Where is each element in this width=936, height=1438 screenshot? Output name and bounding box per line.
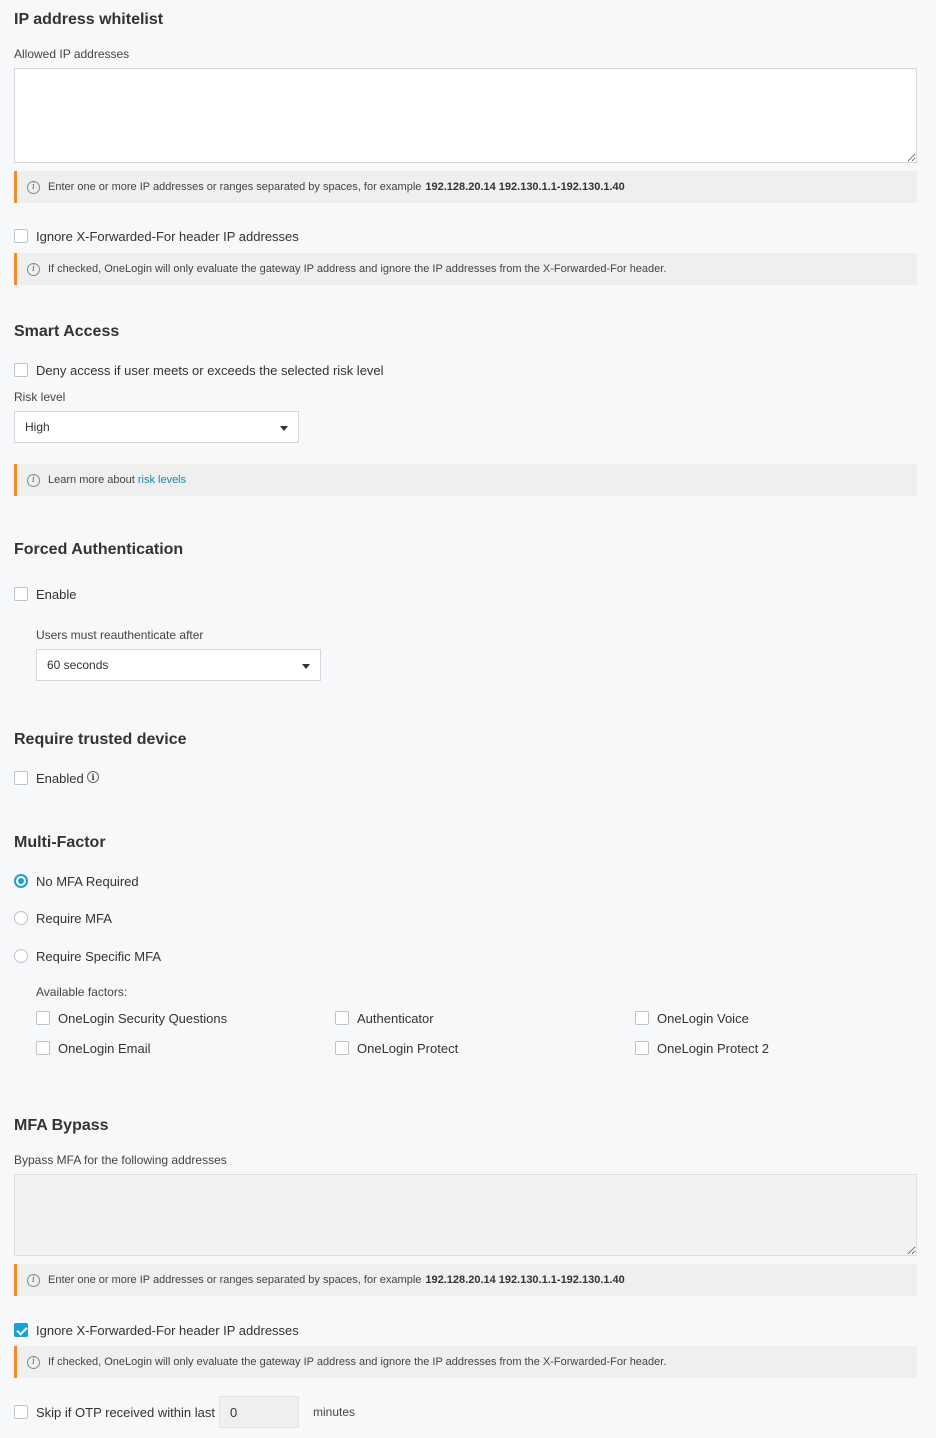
factor-checkbox-protect-2[interactable] xyxy=(635,1041,649,1055)
ignore-xff-label[interactable]: Ignore X-Forwarded-For header IP addresses xyxy=(36,229,299,244)
ip-format-note: i Enter one or more IP addresses or ranges separated by spaces, for example 192.128.20.14 192.130.1.1-192.130.1.40 xyxy=(14,171,917,203)
skip-otp-minutes-input[interactable]: 0 xyxy=(219,1396,299,1428)
info-icon: i xyxy=(27,181,40,194)
factor-label-authenticator[interactable]: Authenticator xyxy=(357,1011,434,1026)
caret-down-icon xyxy=(302,664,310,669)
trusted-device-checkbox[interactable] xyxy=(14,771,28,785)
radio-require-mfa-label[interactable]: Require MFA xyxy=(36,911,112,926)
factor-checkbox-authenticator[interactable] xyxy=(335,1011,349,1025)
deny-access-checkbox[interactable] xyxy=(14,363,28,377)
info-icon: i xyxy=(27,1274,40,1287)
mfa-title: Multi-Factor xyxy=(14,834,106,851)
minutes-unit-label: minutes xyxy=(313,1405,356,1419)
forced-auth-enable-label[interactable]: Enable xyxy=(36,587,77,602)
ignore-xff-checkbox[interactable] xyxy=(14,229,28,243)
factor-label-email[interactable]: OneLogin Email xyxy=(58,1041,151,1056)
info-icon: i xyxy=(27,263,40,276)
allowed-ip-textarea[interactable] xyxy=(14,68,917,163)
factor-checkbox-voice[interactable] xyxy=(635,1011,649,1025)
radio-require-specific-mfa-label[interactable]: Require Specific MFA xyxy=(36,949,161,964)
deny-access-label[interactable]: Deny access if user meets or exceeds the selected risk level xyxy=(36,363,384,378)
risk-levels-link[interactable]: risk levels xyxy=(137,474,187,486)
info-icon: i xyxy=(27,1356,40,1369)
factor-checkbox-protect[interactable] xyxy=(335,1041,349,1055)
available-factors-label: Available factors: xyxy=(36,985,128,999)
ignore-xff-note: i If checked, OneLogin will only evaluate the gateway IP address and ignore the IP addresses from the X-Forwarded-For header. xyxy=(14,253,917,285)
trusted-device-title: Require trusted device xyxy=(14,731,187,748)
forced-auth-enable-checkbox[interactable] xyxy=(14,587,28,601)
bypass-ignore-xff-label[interactable]: Ignore X-Forwarded-For header IP addresses xyxy=(36,1323,299,1338)
bypass-ignore-xff-note: i If checked, OneLogin will only evaluate the gateway IP address and ignore the IP addresses from the X-Forwarded-For header. xyxy=(14,1346,917,1378)
radio-require-specific-mfa[interactable] xyxy=(14,949,28,963)
bypass-mfa-textarea[interactable] xyxy=(14,1174,917,1256)
bypass-mfa-label: Bypass MFA for the following addresses xyxy=(14,1153,227,1167)
reauth-select[interactable]: 60 seconds xyxy=(36,649,321,681)
allowed-ip-label: Allowed IP addresses xyxy=(14,47,130,61)
ip-example: 192.128.20.14 192.130.1.1-192.130.1.40 xyxy=(425,181,625,193)
risk-level-select[interactable]: High xyxy=(14,411,299,443)
ip-example: 192.128.20.14 192.130.1.1-192.130.1.40 xyxy=(425,1274,625,1286)
factor-label-security-questions[interactable]: OneLogin Security Questions xyxy=(58,1011,228,1026)
reauth-label: Users must reauthenticate after xyxy=(36,628,204,642)
info-icon[interactable]: i xyxy=(87,771,99,783)
forced-auth-title: Forced Authentication xyxy=(14,541,184,558)
factor-checkbox-security-questions[interactable] xyxy=(36,1011,50,1025)
factor-checkbox-email[interactable] xyxy=(36,1041,50,1055)
factor-label-protect-2[interactable]: OneLogin Protect 2 xyxy=(657,1041,770,1056)
factor-label-protect[interactable]: OneLogin Protect xyxy=(357,1041,459,1056)
risk-level-label: Risk level xyxy=(14,390,66,404)
smart-access-title: Smart Access xyxy=(14,323,120,340)
skip-otp-checkbox[interactable] xyxy=(14,1405,28,1419)
skip-otp-label[interactable]: Skip if OTP received within last xyxy=(36,1405,215,1420)
bypass-ip-format-note: i Enter one or more IP addresses or ranges separated by spaces, for example 192.128.20.14 192.130.1.1-192.130.1.40 xyxy=(14,1264,917,1296)
bypass-ignore-xff-checkbox[interactable] xyxy=(14,1323,28,1337)
ip-whitelist-title: IP address whitelist xyxy=(14,11,164,28)
radio-no-mfa[interactable] xyxy=(14,874,28,888)
radio-no-mfa-label[interactable]: No MFA Required xyxy=(36,874,139,889)
risk-levels-note: i Learn more about risk levels xyxy=(14,464,917,496)
info-icon: i xyxy=(27,474,40,487)
caret-down-icon xyxy=(280,426,288,431)
trusted-device-label[interactable]: Enabled xyxy=(36,771,84,786)
factor-label-voice[interactable]: OneLogin Voice xyxy=(657,1011,749,1026)
mfa-bypass-title: MFA Bypass xyxy=(14,1117,109,1134)
radio-require-mfa[interactable] xyxy=(14,911,28,925)
